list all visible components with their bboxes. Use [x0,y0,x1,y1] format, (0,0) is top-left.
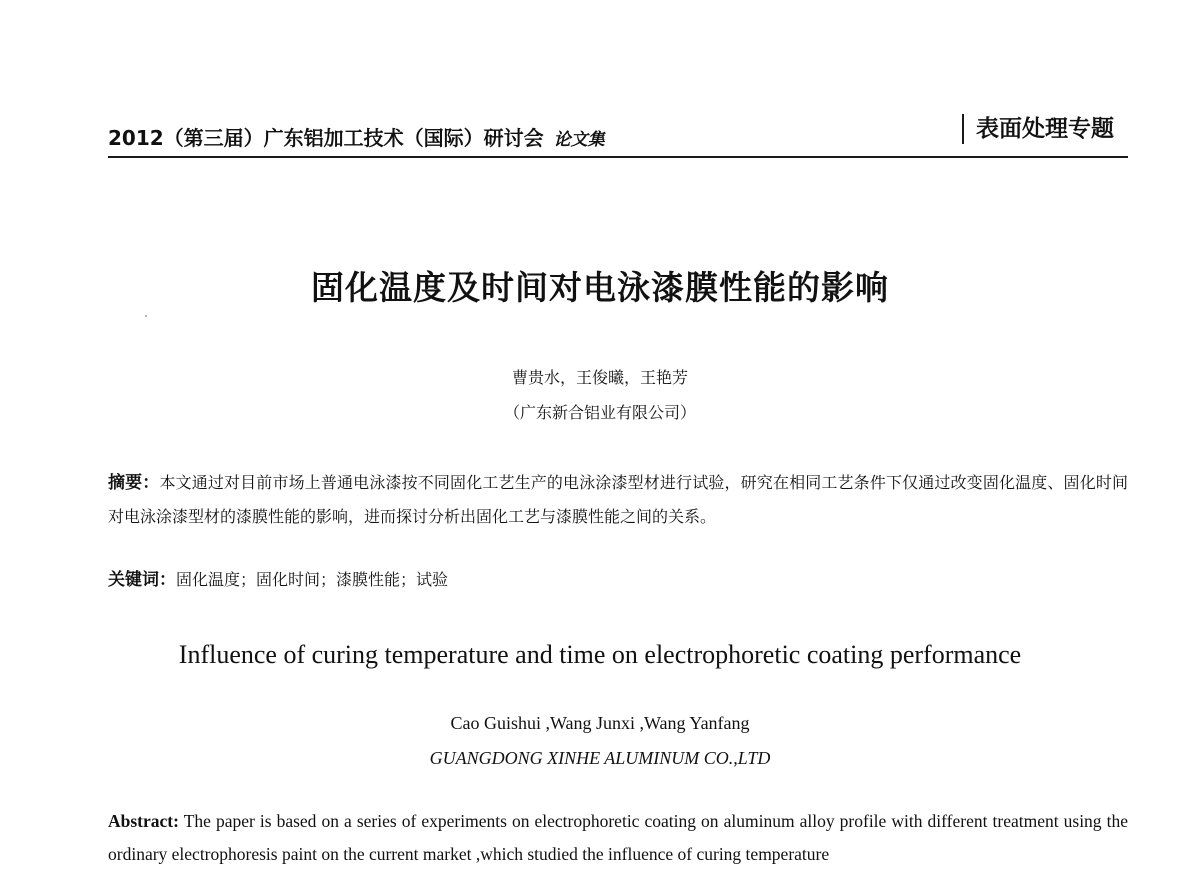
keywords-cn [108,563,1128,597]
authors-cn: 曹贵水，王俊曦，王艳芳 [511,368,688,387]
keywords-cn-text: 固化温度；固化时间；漆膜性能；试验 [176,570,449,589]
abstract-cn-label: 摘要： [108,473,160,493]
conference-header [108,122,605,151]
abstract-cn-text: 本文通过对目前市场上普通电泳漆按不同固化工艺生产的电泳涂漆型材进行试验，研究在相同工艺条件下仅通过改变固化温度、固化时间对电泳涂漆型材的漆膜性能的影响，进而探讨分析出固化工艺与漆膜性能之间的关系。 [108,473,1128,526]
affiliation-en: GUANGDONG XINHE ALUMINUM CO.,LTD [429,748,771,768]
abstract-en [108,805,1128,871]
page-header [108,112,1128,158]
keywords-cn-label: 关键词： [108,570,176,590]
authors-en: Cao Guishui ,Wang Junxi ,Wang Yanfang [450,713,750,733]
affiliation-cn: （广东新合铝业有限公司） [503,403,696,422]
abstract-en-text: The paper is based on a series of experiments on electrophoretic coating on aluminum alloy profile with different treatment using the ordinary electrophoresis paint on the current market ,which studied the influence of curing temperature [108,811,1128,864]
scan-speck [145,315,147,317]
paper-title-cn: 固化温度及时间对电泳漆膜性能的影响 [311,268,889,307]
abstract-en-label: Abstract: [108,811,179,831]
abstract-cn [108,466,1128,533]
section-label: 表面处理专题 [962,114,1114,144]
paper-title-en: Influence of curing temperature and time on electrophoretic coating performance [178,640,1022,669]
conference-name: 2012（第三届）广东铝加工技术（国际）研讨会 [108,126,544,150]
collection-label: 论文集 [553,130,605,150]
